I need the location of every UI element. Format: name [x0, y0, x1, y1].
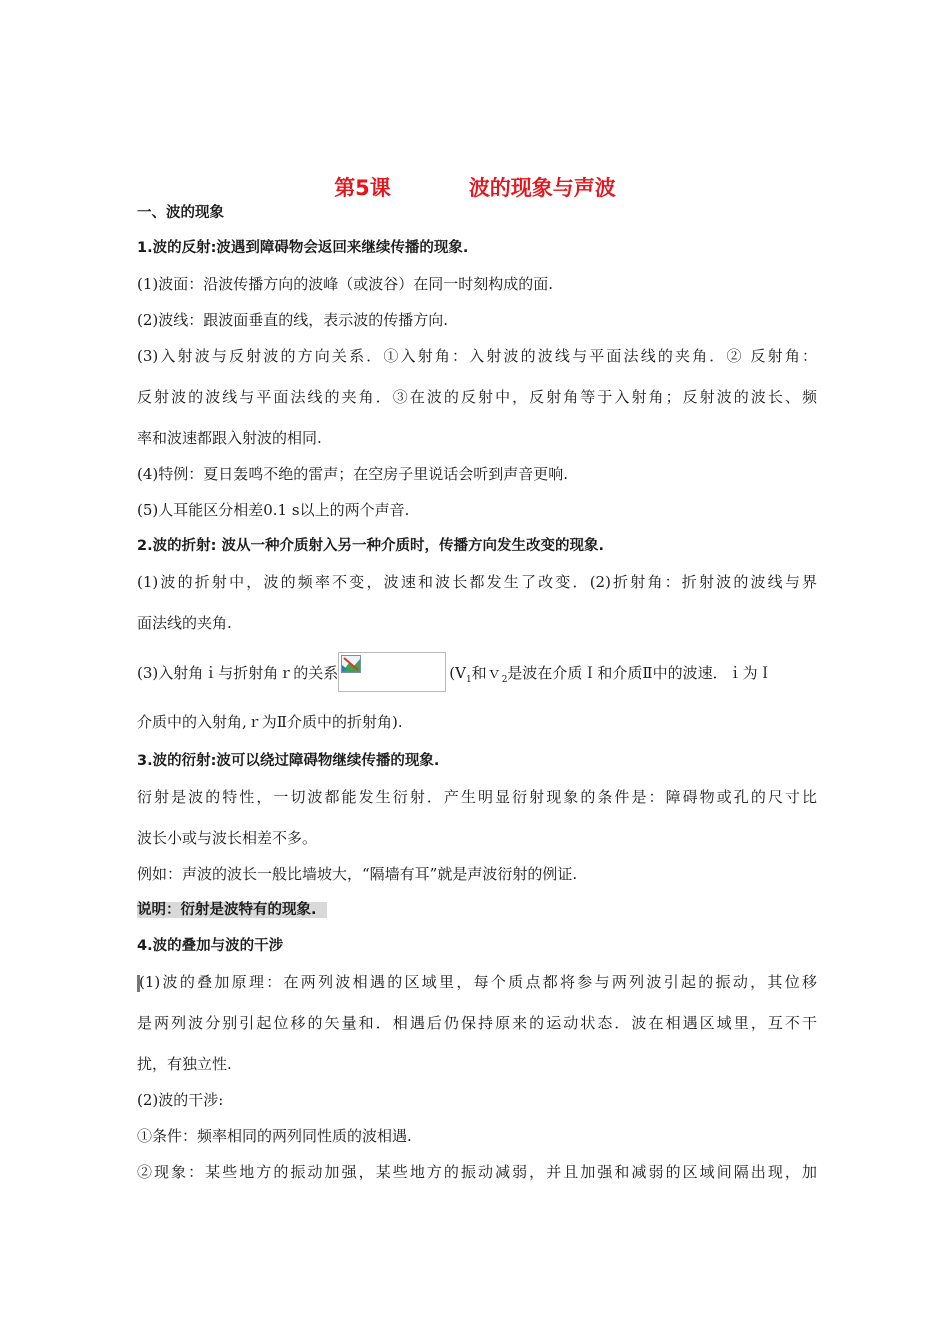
- reflection-heading: 1.波的反射:波遇到障碍物会返回来继续传播的现象.: [137, 240, 469, 256]
- highlighted-note: [137, 900, 817, 920]
- text: (3)入射角ｉ与折射角ｒ的关系: [137, 664, 339, 682]
- paragraph: 率和波速都跟入射波的相同.: [137, 429, 322, 447]
- paragraph: (2)波线：跟波面垂直的线，表示波的传播方向.: [137, 311, 449, 329]
- paragraph: ①条件：频率相同的两列同性质的波相遇.: [137, 1127, 412, 1145]
- paragraph: 面法线的夹角.: [137, 614, 232, 632]
- subscript: 2: [501, 675, 508, 685]
- paragraph: 介质中的入射角,ｒ为Ⅱ介质中的折射角).: [137, 713, 403, 731]
- text: 和ｖ: [471, 664, 502, 682]
- paragraph: (1)波的折射中，波的频率不变，波速和波长都发生了改变．(2)折射角：折射波的波线与界: [137, 573, 817, 591]
- paragraph: 反射波的波线与平面法线的夹角．③在波的反射中，反射角等于入射角；反射波的波长、频: [137, 388, 817, 406]
- paragraph: [137, 972, 817, 992]
- paragraph: 是两列波分别引起位移的矢量和．相遇后仍保持原来的运动状态．波在相遇区域里，互不干: [137, 1014, 817, 1032]
- title-topic: 波的现象与声波: [468, 176, 616, 200]
- diffraction-heading: 3.波的衍射:波可以绕过障碍物继续传播的现象.: [137, 753, 440, 769]
- text: (1)波的叠加原理：在两列波相遇的区域里，每个质点都将参与两列波引起的振动，其位移: [139, 973, 817, 991]
- superposition-heading: 4.波的叠加与波的干涉: [137, 938, 284, 954]
- title-lesson: 第5课: [334, 176, 391, 200]
- paragraph: (3)入射波与反射波的方向关系．①入射角：入射波的波线与平面法线的夹角．② 反射角：: [137, 347, 817, 365]
- paragraph: (1)波面：沿波传播方向的波峰（或波谷）在同一时刻构成的面.: [137, 275, 554, 293]
- page-title: [0, 172, 950, 202]
- section-heading: 一、波的现象: [137, 205, 224, 221]
- paragraph: (5)人耳能区分相差0.1 s以上的两个声音.: [137, 501, 410, 519]
- paragraph: ②现象：某些地方的振动加强，某些地方的振动减弱，并且加强和减弱的区域间隔出现，加: [137, 1163, 817, 1181]
- paragraph: 例如：声波的波长一般比墙坡大，“隔墙有耳”就是声波衍射的例证.: [137, 865, 578, 883]
- paragraph: 波长小或与波长相差不多。: [137, 829, 318, 847]
- refraction-heading: 2.波的折射: 波从一种介质射入另一种介质时，传播方向发生改变的现象.: [137, 538, 604, 554]
- paragraph: 衍射是波的特性，一切波都能发生衍射．产生明显衍射现象的条件是：障碍物或孔的尺寸比: [137, 788, 817, 806]
- formula-image-placeholder: [338, 652, 446, 692]
- subscript: 1: [465, 675, 472, 685]
- text: 是波在介质Ｉ和介质Ⅱ中的波速．ｉ为Ｉ: [507, 664, 773, 682]
- broken-image-icon: [341, 655, 361, 673]
- text: (V: [449, 664, 466, 682]
- paragraph: [137, 654, 817, 688]
- paragraph: 扰，有独立性.: [137, 1055, 232, 1073]
- paragraph: (2)波的干涉:: [137, 1091, 224, 1109]
- note-text: 说明：衍射是波特有的现象.: [137, 902, 327, 918]
- paragraph: (4)特例：夏日轰鸣不绝的雷声；在空房子里说话会听到声音更响.: [137, 465, 569, 483]
